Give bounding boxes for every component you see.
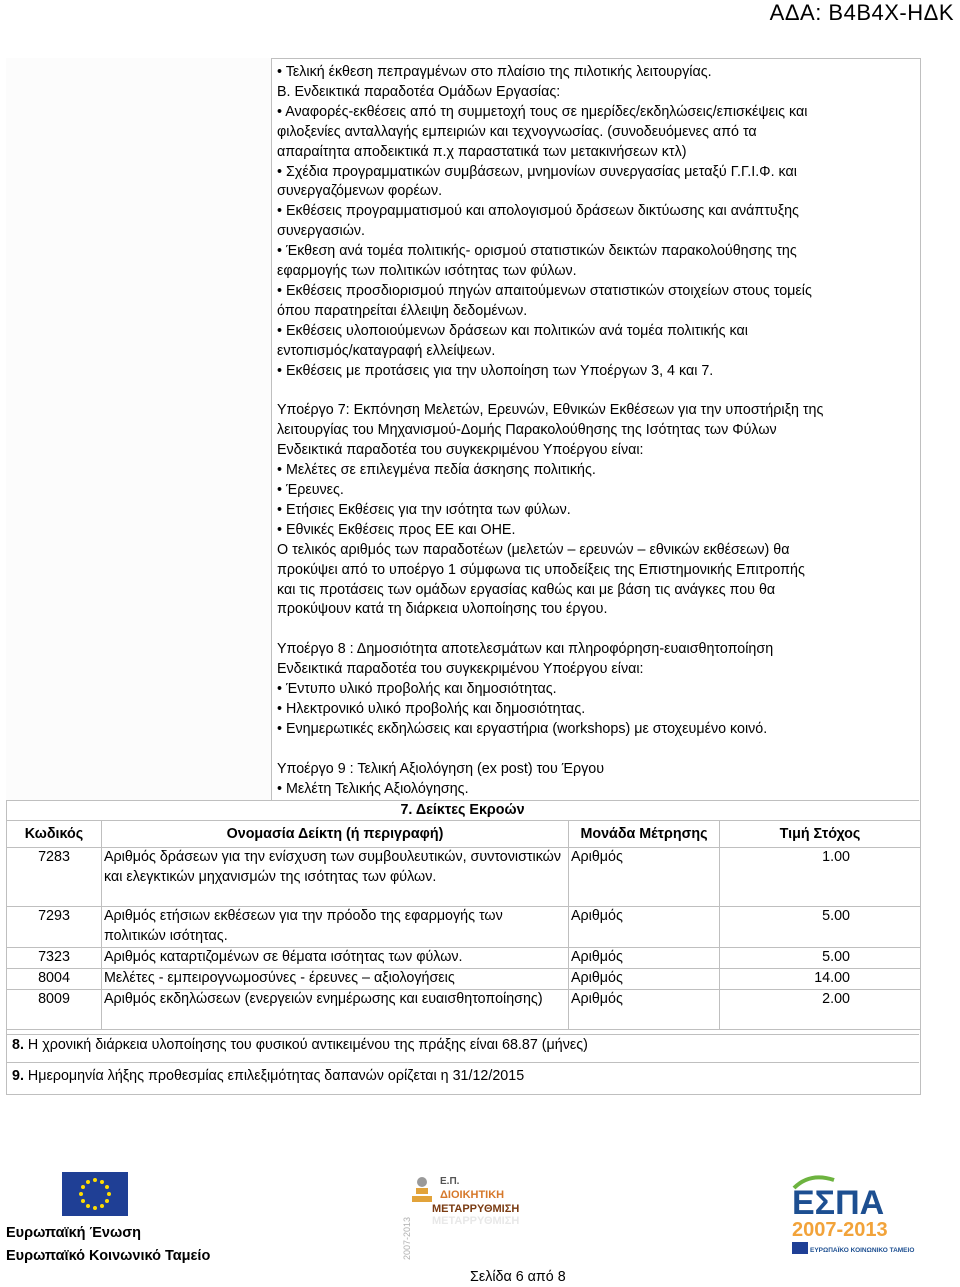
table-row xyxy=(7,947,921,968)
ep-line2-label: ΜΕΤΑΡΡΥΘΜΙΣΗ xyxy=(432,1203,520,1215)
text-line: • Έκθεση ανά τομέα πολιτικής- ορισμού στατιστικών δεικτών παρακολούθησης της xyxy=(277,243,797,260)
text-line: • Ενημερωτικές εκδηλώσεις και εργαστήρια (workshops) με στοχευμένο κοινό. xyxy=(277,720,768,737)
output-indicators-table xyxy=(6,820,921,1030)
page-number: Σελίδα 6 από 8 xyxy=(470,1269,566,1285)
ep-administrative-reform-logo xyxy=(400,1170,520,1260)
text-line: • Μελέτη Τελικής Αξιολόγησης. xyxy=(277,780,469,797)
row-code: 7283 xyxy=(7,848,102,907)
text-line: Υποέργο 8 : Δημοσιότητα αποτελεσμάτων και πληροφόρηση-ευαισθητοποίηση xyxy=(277,641,774,658)
text-line: λειτουργίας του Μηχανισμού-Δομής Παρακολούθησης της Ισότητας των Φύλων xyxy=(277,422,777,439)
text-line: Ο τελικός αριθμός των παραδοτέων (μελετών – ερευνών – εθνικών εκθέσεων) θα xyxy=(277,541,790,558)
text-line: φιλοξενίες ανταλλαγής εμπειριών και τεχνογνωσίας. (συνοδευόμενες από τα xyxy=(277,123,757,140)
row-target: 1.00 xyxy=(720,848,921,907)
row-name: Αριθμός δράσεων για την ενίσχυση των συμβουλευτικών, συντονιστικών και ελεγκτικών μηχανισμών της ισότητας των φύλων. xyxy=(102,848,569,907)
col-name: Ονομασία Δείκτη (ή περιγραφή) xyxy=(102,821,569,848)
text-line: συνεργαζόμενων φορέων. xyxy=(277,183,443,200)
row-code: 8004 xyxy=(7,968,102,989)
text-line: • Εθνικές Εκθέσεις προς ΕΕ και ΟΗΕ. xyxy=(277,521,516,538)
text-line: • Ηλεκτρονικό υλικό προβολής και δημοσιότητας. xyxy=(277,700,586,717)
text-line: • Τελική έκθεση πεπραγμένων στο πλαίσιο της πιλοτικής λειτουργίας. xyxy=(277,64,712,80)
row-target: 5.00 xyxy=(720,907,921,948)
section-9-label: 9. xyxy=(12,1068,24,1084)
eu-caption xyxy=(6,1222,210,1268)
col-target: Τιμή Στόχος xyxy=(720,821,921,848)
text-line: • Ετήσιες Εκθέσεις για την ισότητα των φύλων. xyxy=(277,501,571,518)
row-name: Αριθμός καταρτιζομένων σε θέματα ισότητας των φύλων. xyxy=(102,947,569,968)
row-unit: Αριθμός xyxy=(569,907,720,948)
text-line: • Μελέτες σε επιλεγμένα πεδία άσκησης πολιτικής. xyxy=(277,462,596,479)
espa-fund-label: ΕΥΡΩΠΑΪΚΟ ΚΟΙΝΩΝΙΚΟ ΤΑΜΕΙΟ xyxy=(810,1247,915,1254)
text-line: • Εκθέσεις προγραμματισμού και απολογισμού δράσεων δικτύωσης και ανάπτυξης xyxy=(277,203,799,220)
ada-code: ΑΔΑ: Β4Β4Χ-ΗΔΚ xyxy=(769,0,954,25)
row-name: Αριθμός ετήσιων εκθέσεων για την πρόοδο της εφαρμογής των πολιτικών ισότητας. xyxy=(102,907,569,948)
text-line: Β. Ενδεικτικά παραδοτέα Ομάδων Εργασίας: xyxy=(277,83,561,100)
blank-line xyxy=(277,740,917,760)
section-9-deadline xyxy=(6,1062,919,1092)
col-unit: Μονάδα Μέτρησης xyxy=(569,821,720,848)
row-code: 7323 xyxy=(7,947,102,968)
row-target: 14.00 xyxy=(720,968,921,989)
text-line: απαραίτητα αποδεικτικά π.χ παραστατικά των μετακινήσεων κτλ) xyxy=(277,143,687,160)
text-line: προκύψει από το υποέργο 1 σύμφωνα τις υποδείξεις της Επιστημονικής Επιτροπής xyxy=(277,561,805,578)
text-line: όπου παρατηρείται έλλειψη δεδομένων. xyxy=(277,302,528,319)
text-line: Υποέργο 9 : Τελική Αξιολόγηση (ex post) του Έργου xyxy=(277,760,605,777)
section-8-duration xyxy=(6,1034,919,1060)
text-line: • Έντυπο υλικό προβολής και δημοσιότητας. xyxy=(277,681,557,698)
espa-logo xyxy=(790,1170,920,1270)
text-line: Υποέργο 7: Εκπόνηση Μελετών, Ερευνών, Εθνικών Εκθέσεων για την υποστήριξη της xyxy=(277,402,824,419)
row-code: 8009 xyxy=(7,989,102,1029)
ep-years-label: 2007-2013 xyxy=(402,1216,412,1260)
blank-line xyxy=(277,620,917,640)
text-line: • Εκθέσεις με προτάσεις για την υλοποίηση των Υποέργων 3, 4 και 7. xyxy=(277,362,714,379)
eu-social-fund-label: Ευρωπαϊκό Κοινωνικό Ταμείο xyxy=(6,1248,211,1264)
section-8-label: 8. xyxy=(12,1037,24,1053)
text-line: • Αναφορές-εκθέσεις από τη συμμετοχή τους σε ημερίδες/εκδηλώσεις/επισκέψεις και xyxy=(277,103,808,120)
eu-flag-icon xyxy=(62,1172,128,1216)
row-unit: Αριθμός xyxy=(569,989,720,1029)
text-line: • Εκθέσεις υλοποιούμενων δράσεων και πολιτικών ανά τομέα πολιτικής και xyxy=(277,322,748,339)
espa-title-label: ΕΣΠΑ xyxy=(792,1184,885,1222)
eu-union-label: Ευρωπαϊκή Ένωση xyxy=(6,1225,141,1241)
footer xyxy=(0,1130,960,1287)
section-8-text: Η χρονική διάρκεια υλοποίησης του φυσικού αντικειμένου της πράξης είναι 68.87 (μήνες) xyxy=(23,1037,588,1053)
row-target: 5.00 xyxy=(720,947,921,968)
table-row xyxy=(7,989,921,1029)
row-target: 2.00 xyxy=(720,989,921,1029)
row-code: 7293 xyxy=(7,907,102,948)
text-line: • Εκθέσεις προσδιορισμού πηγών απαιτούμενων στατιστικών στοιχείων στους τομείς xyxy=(277,282,812,299)
ep-abbr-label: Ε.Π. xyxy=(440,1176,460,1187)
text-line: και τις προτάσεις των ομάδων εργασίας καθώς και με βάση τις ανάγκες που θα xyxy=(277,581,776,598)
espa-years-label: 2007-2013 xyxy=(792,1219,888,1241)
text-line: εντοπισμός/καταγραφή ελλείψεων. xyxy=(277,342,496,359)
text-line: εφαρμογής των πολιτικών ισότητας των φύλων. xyxy=(277,263,577,280)
section-7-heading: 7. Δείκτες Εκροών xyxy=(6,800,919,820)
row-unit: Αριθμός xyxy=(569,848,720,907)
text-line: • Έρευνες. xyxy=(277,482,344,499)
table-row xyxy=(7,848,921,907)
table-row xyxy=(7,907,921,948)
left-label-column xyxy=(6,58,272,800)
ep-line1-label: ΔΙΟΙΚΗΤΙΚΗ xyxy=(440,1189,505,1201)
text-line: προκύψουν κατά τη διάρκεια υλοποίησης του έργου. xyxy=(277,601,608,618)
text-line: Ενδεικτικά παραδοτέα του συγκεκριμένου Υποέργου είναι: xyxy=(277,442,644,459)
row-unit: Αριθμός xyxy=(569,947,720,968)
text-line: • Σχέδια προγραμματικών συμβάσεων, μνημονίων συνεργασίας μεταξύ Γ.Γ.Ι.Φ. και xyxy=(277,163,797,180)
section-9-text: Ημερομηνία λήξης προθεσμίας επιλεξιμότητας δαπανών ορίζεται η 31/12/2015 xyxy=(23,1068,525,1084)
text-line: Ενδεικτικά παραδοτέα του συγκεκριμένου Υποέργου είναι: xyxy=(277,661,644,678)
ep-line2-reflection: ΜΕΤΑΡΡΥΘΜΙΣΗ xyxy=(432,1215,520,1227)
col-code: Κωδικός xyxy=(7,821,102,848)
table-row xyxy=(7,968,921,989)
row-name: Αριθμός εκδηλώσεων (ενεργειών ενημέρωσης και ευαισθητοποίησης) xyxy=(102,989,569,1029)
blank-line xyxy=(277,382,917,402)
deliverables-text xyxy=(277,63,917,799)
row-name: Μελέτες - εμπειρογνωμοσύνες - έρευνες – αξιολογήσεις xyxy=(102,968,569,989)
row-unit: Αριθμός xyxy=(569,968,720,989)
text-line: συνεργασιών. xyxy=(277,223,365,240)
